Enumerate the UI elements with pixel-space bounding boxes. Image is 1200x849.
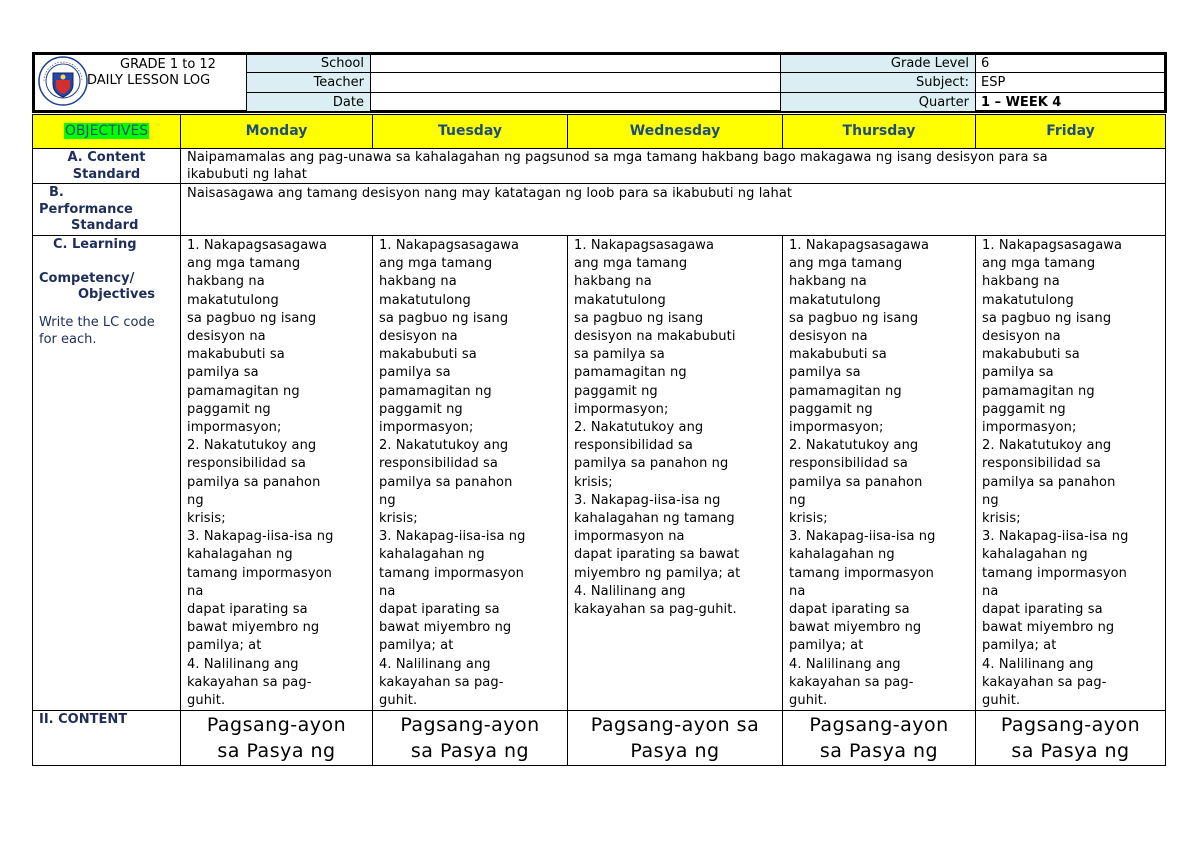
- learning-label-b: Competency/: [39, 270, 135, 286]
- school-label: School: [320, 56, 364, 71]
- quarter-value: 1 – WEEK 4: [981, 95, 1062, 110]
- learning-competency-label-cell: [32, 235, 181, 711]
- quarter-field[interactable]: [975, 92, 1165, 112]
- teacher-field[interactable]: [370, 72, 781, 93]
- content-label-cell: [32, 710, 181, 766]
- content-standard-label: A. Content Standard: [67, 150, 146, 182]
- content-friday: Pagsang-ayon sa Pasya ng: [975, 710, 1166, 766]
- content-standard-label-cell: [32, 148, 181, 184]
- grade-level-field[interactable]: [975, 54, 1165, 73]
- competency-friday: 1. Nakapagsasagawa ang mga tamang hakbang na makatutulong sa pagbuo ng isang desisyon na makabubuti sa pamilya sa pamamagitan ng paggamit ng impormasyon; 2. Nakatutukoy ang responsibilidad sa pamilya sa panahon ng krisis; 3. Nakapag-iisa-isa ng kahalagahan ng tamang impormasyon na dapat iparating sa bawat miyembro ng pamilya; at 4. Nalilinang ang kakayahan sa pag- guhit.: [975, 235, 1166, 711]
- performance-standard-label-c: Standard: [71, 218, 139, 233]
- objectives-header-cell: [32, 114, 181, 149]
- subject-label-cell: [780, 72, 976, 93]
- date-label-cell: [246, 92, 371, 112]
- learning-label-a: C. Learning: [53, 237, 137, 252]
- performance-standard-label-a: B.: [49, 185, 64, 200]
- grade-level-value: 6: [981, 56, 990, 71]
- teacher-label-cell: [246, 72, 371, 93]
- school-field[interactable]: [370, 54, 781, 73]
- grade-level-label-cell: [780, 54, 976, 73]
- competency-thursday: 1. Nakapagsasagawa ang mga tamang hakbang na makatutulong sa pagbuo ng isang desisyon na makabubuti sa pamilya sa pamamagitan ng paggamit ng impormasyon; 2. Nakatutukoy ang responsibilidad sa pamilya sa panahon ng krisis; 3. Nakapag-iisa-isa ng kahalagahan ng tamang impormasyon na dapat iparating sa bawat miyembro ng pamilya; at 4. Nalilinang ang kakayahan sa pag- guhit.: [782, 235, 976, 711]
- content-thursday: Pagsang-ayon sa Pasya ng: [782, 710, 976, 766]
- day-wednesday-header: Wednesday: [567, 114, 783, 149]
- content-monday: Pagsang-ayon sa Pasya ng: [180, 710, 373, 766]
- performance-standard-label-b: Performance: [39, 201, 133, 217]
- performance-standard-text: Naisasagawa ang tamang desisyon nang may katatagan ng loob para sa ikabubuti ng lahat: [180, 183, 1166, 236]
- objectives-label: OBJECTIVES: [64, 123, 149, 139]
- quarter-label-cell: [780, 92, 976, 112]
- subject-field[interactable]: [975, 72, 1165, 93]
- competency-tuesday: 1. Nakapagsasagawa ang mga tamang hakbang na makatutulong sa pagbuo ng isang desisyon na makabubuti sa pamilya sa pamamagitan ng paggamit ng impormasyon; 2. Nakatutukoy ang responsibilidad sa pamilya sa panahon ng krisis; 3. Nakapag-iisa-isa ng kahalagahan ng tamang impormasyon na dapat iparating sa bawat miyembro ng pamilya; at 4. Nalilinang ang kakayahan sa pag- guhit.: [372, 235, 568, 711]
- day-friday-header: Friday: [975, 114, 1166, 149]
- date-field[interactable]: [370, 92, 781, 112]
- day-tuesday-header: Tuesday: [372, 114, 568, 149]
- competency-monday: 1. Nakapagsasagawa ang mga tamang hakbang na makatutulong sa pagbuo ng isang desisyon na makabubuti sa pamilya sa pamamagitan ng paggamit ng impormasyon; 2. Nakatutukoy ang responsibilidad sa pamilya sa panahon ng krisis; 3. Nakapag-iisa-isa ng kahalagahan ng tamang impormasyon na dapat iparating sa bawat miyembro ng pamilya; at 4. Nalilinang ang kakayahan sa pag- guhit.: [180, 235, 373, 711]
- content-standard-text: Naipamamalas ang pag-unawa sa kahalagahan ng pagsunod sa mga tamang hakbang bago makagawa ng isang desisyon para sa ikabubuti ng lahat: [180, 148, 1166, 184]
- quarter-label: Quarter: [918, 95, 969, 110]
- day-monday-header: Monday: [180, 114, 373, 149]
- learning-note: Write the LC code for each.: [39, 314, 155, 347]
- competency-wednesday: 1. Nakapagsasagawa ang mga tamang hakbang na makatutulong sa pagbuo ng isang desisyon na makabubuti sa pamilya sa pamamagitan ng paggamit ng impormasyon; 2. Nakatutukoy ang responsibilidad sa pamilya sa panahon ng krisis; 3. Nakapag-iisa-isa ng kahalagahan ng tamang impormasyon na dapat iparating sa bawat miyembro ng pamilya; at 4. Nalilinang ang kakayahan sa pag-guhit.: [567, 235, 783, 711]
- deped-seal-logo: [38, 56, 88, 106]
- learning-label-c: Objectives: [78, 287, 156, 302]
- content-label: II. CONTENT: [39, 712, 128, 727]
- log-title-line2: DAILY LESSON LOG: [87, 73, 211, 88]
- school-label-cell: [246, 54, 371, 73]
- content-wednesday: Pagsang-ayon sa Pasya ng: [567, 710, 783, 766]
- teacher-label: Teacher: [313, 75, 364, 90]
- log-title-line1: GRADE 1 to 12: [120, 57, 216, 72]
- day-thursday-header: Thursday: [782, 114, 976, 149]
- subject-label: Subject:: [916, 75, 969, 90]
- performance-standard-label-cell: [32, 183, 181, 236]
- content-tuesday: Pagsang-ayon sa Pasya ng: [372, 710, 568, 766]
- date-label: Date: [332, 95, 364, 110]
- grade-level-label: Grade Level: [890, 56, 969, 71]
- subject-value: ESP: [981, 75, 1006, 90]
